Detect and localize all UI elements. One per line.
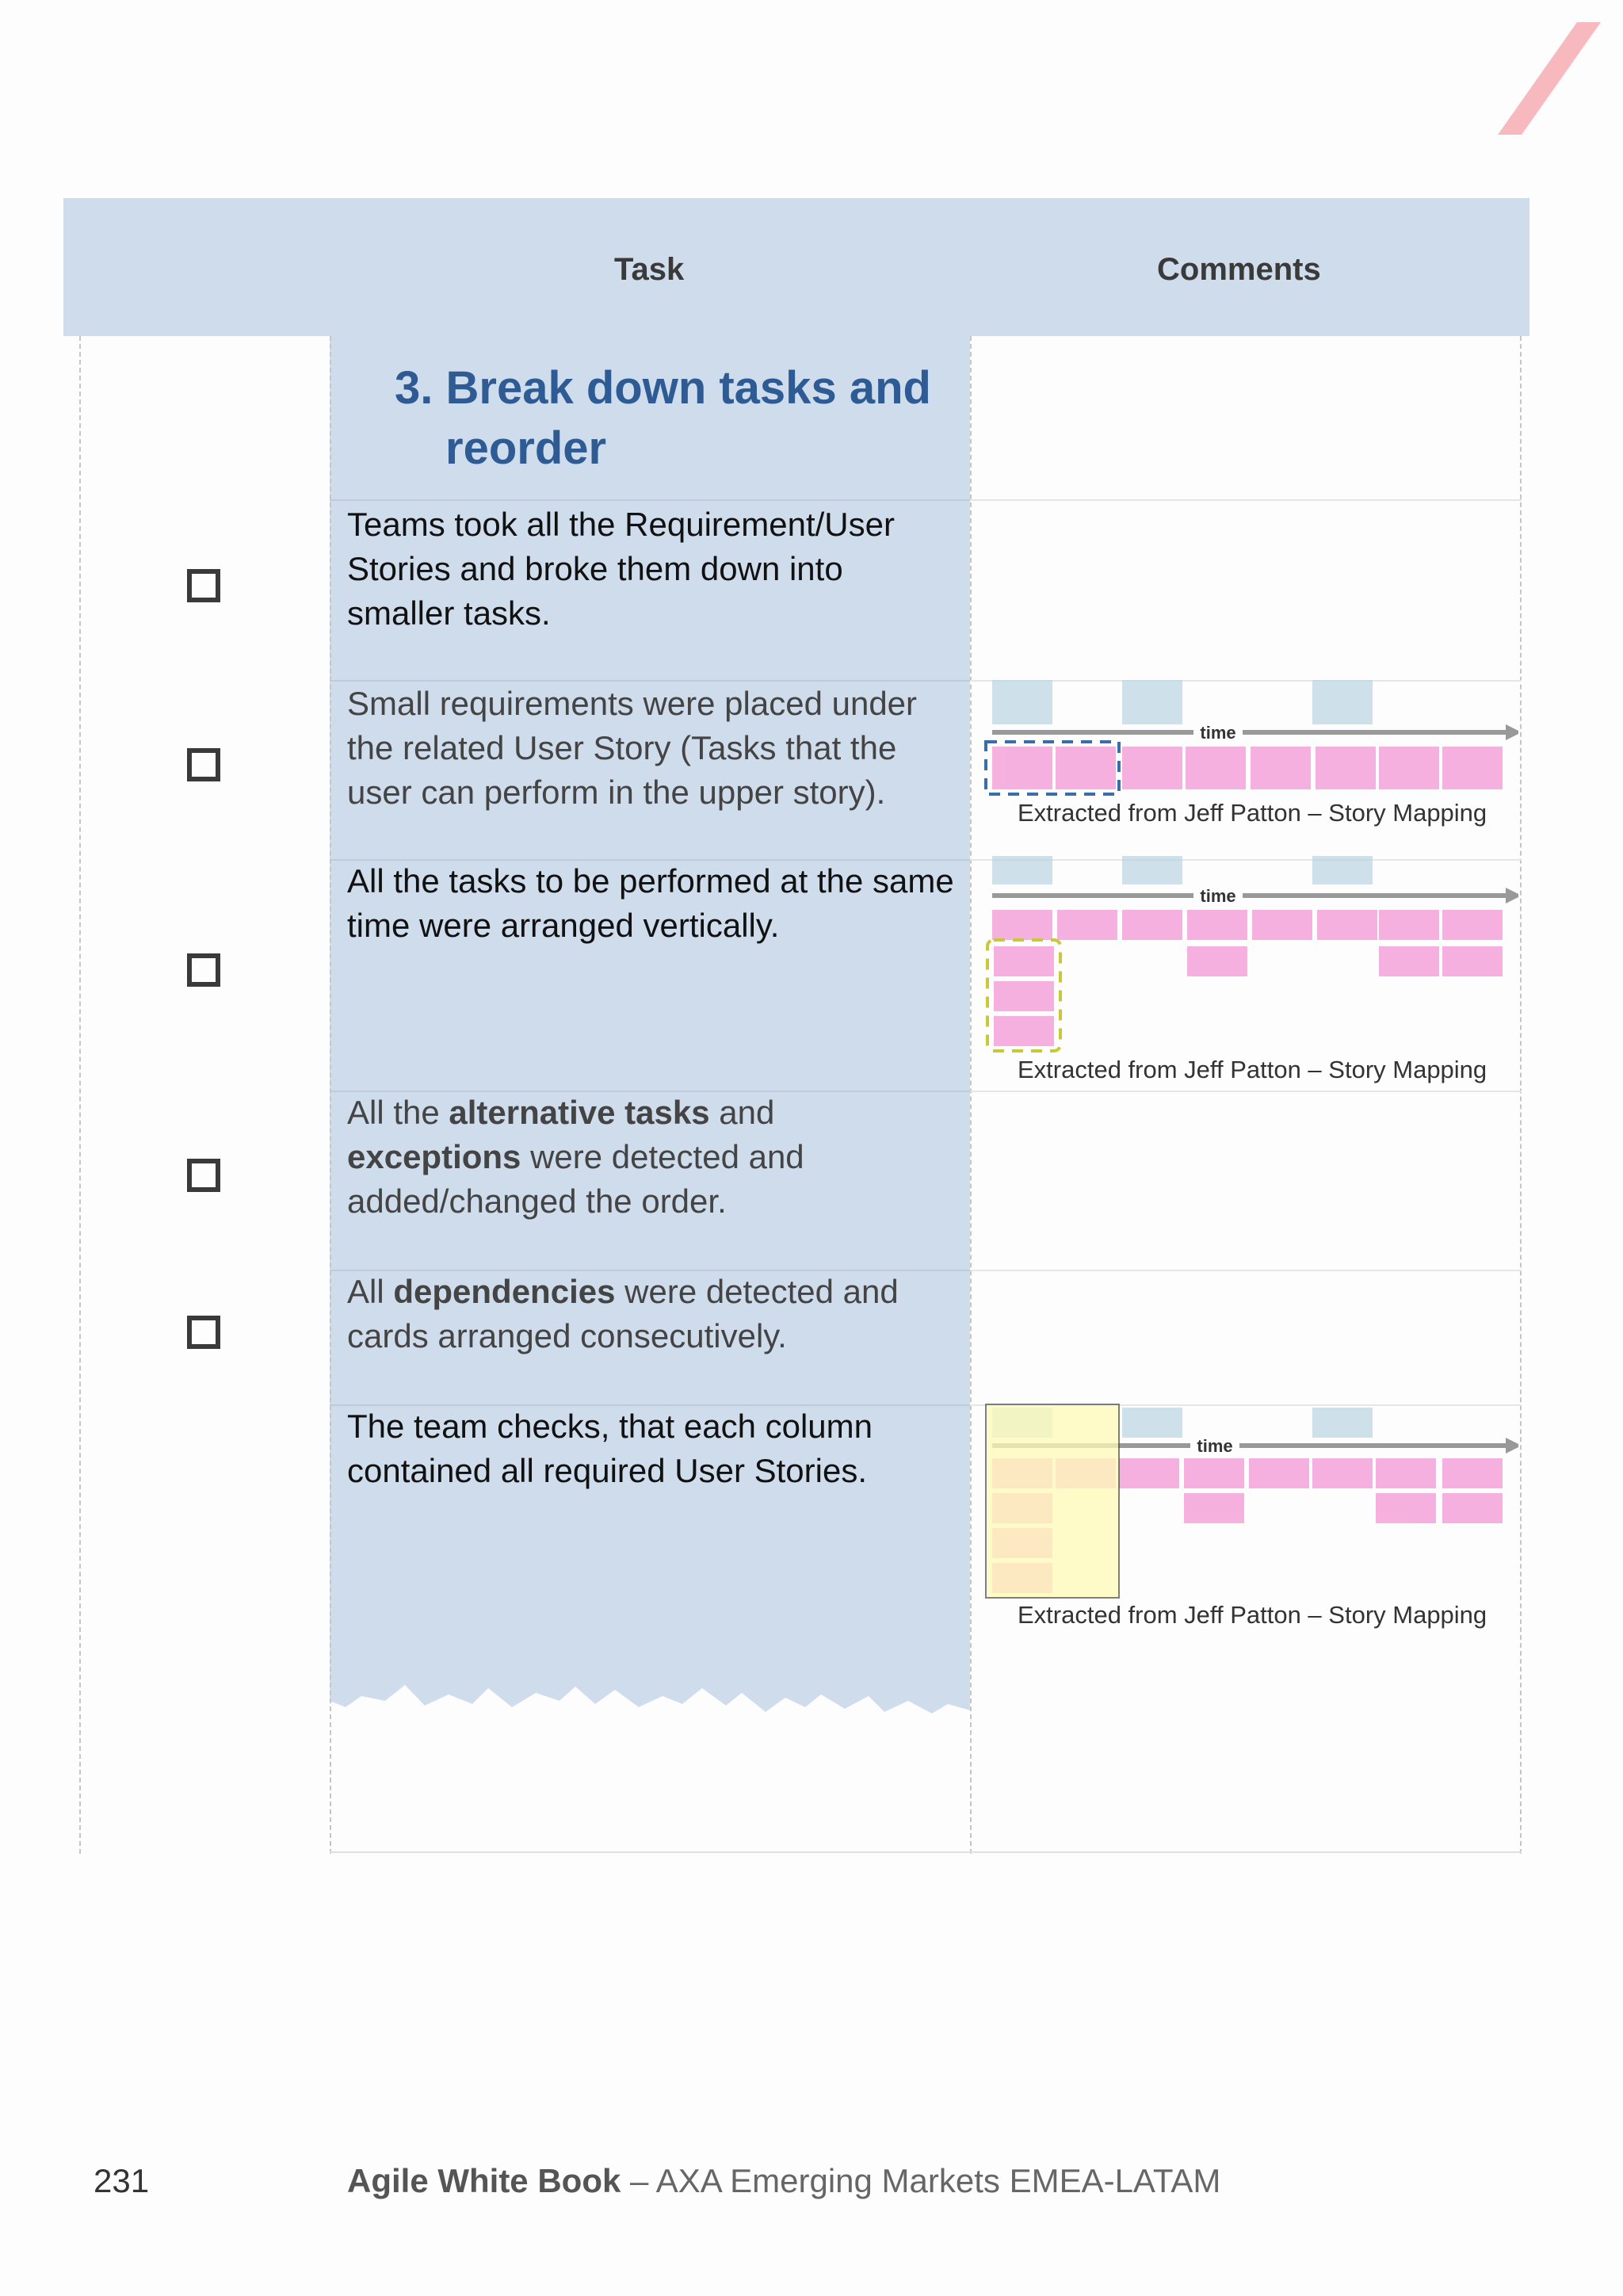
section-title-line2: reorder [445,422,607,474]
row-divider [970,1270,1522,1271]
book-subtitle: – AXA Emerging Markets EMEA-LATAM [621,2162,1221,2199]
figure-caption: Extracted from Jeff Patton – Story Mapping [1018,1056,1487,1083]
emphasis-exceptions: exceptions [347,1138,521,1175]
task-checkbox[interactable] [187,1316,220,1349]
table-divider-comments-left [970,336,972,1854]
story-map-diagram-3 [983,1403,1518,1601]
corner-decoration [1490,16,1617,151]
story-map-diagram-1 [983,678,1518,805]
story-map-diagram-2 [983,856,1518,1054]
table-border-right [1520,336,1522,1854]
page-number: 231 [94,2162,150,2199]
section-heading [395,358,949,479]
emphasis-alternative-tasks: alternative tasks [449,1094,710,1131]
emphasis-dependencies: dependencies [393,1273,616,1310]
table-bottom-border [330,1851,1522,1853]
section-number: 3. [395,362,433,414]
column-header-task: Task [614,252,685,287]
task-text: All the tasks to be performed at the same time were arranged vertically. [347,862,954,944]
time-label: time [1200,886,1236,906]
text-run: All the [347,1094,449,1131]
task-text: The team checks, that each column contained all required User Stories. [347,1408,873,1489]
task-checkbox[interactable] [187,953,220,987]
footer-title [347,2162,1220,2200]
book-title: Agile White Book [347,2162,621,2199]
time-label: time [1200,723,1236,743]
text-run: were detected and added/changed the order. [347,1138,804,1220]
task-text: Teams took all the Requirement/User Stories and broke them down into smaller tasks. [347,506,895,632]
row-divider [970,499,1522,501]
task-checkbox[interactable] [187,748,220,781]
task-checkbox[interactable] [187,1159,220,1192]
text-run: were detected and cards arranged consecutively. [347,1273,899,1354]
row-divider [970,1091,1522,1092]
column-header-comments: Comments [1157,252,1321,287]
section-title-line1: Break down tasks and [445,362,931,414]
table-divider-task-left [330,336,331,1854]
figure-caption: Extracted from Jeff Patton – Story Mapping [1018,1601,1487,1629]
torn-paper-edge [330,1648,970,1744]
task-checkbox[interactable] [187,569,220,602]
text-run: All [347,1273,394,1310]
table-border-left [79,336,81,1854]
time-label: time [1197,1436,1233,1456]
task-text: Small requirements were placed under the related User Story (Tasks that the user can perform in the upper story). [347,685,918,811]
task-text [347,1270,956,1358]
task-text [347,1091,956,1224]
row-divider [330,499,970,501]
text-run: and [709,1094,775,1131]
figure-caption: Extracted from Jeff Patton – Story Mapping [1018,799,1487,827]
